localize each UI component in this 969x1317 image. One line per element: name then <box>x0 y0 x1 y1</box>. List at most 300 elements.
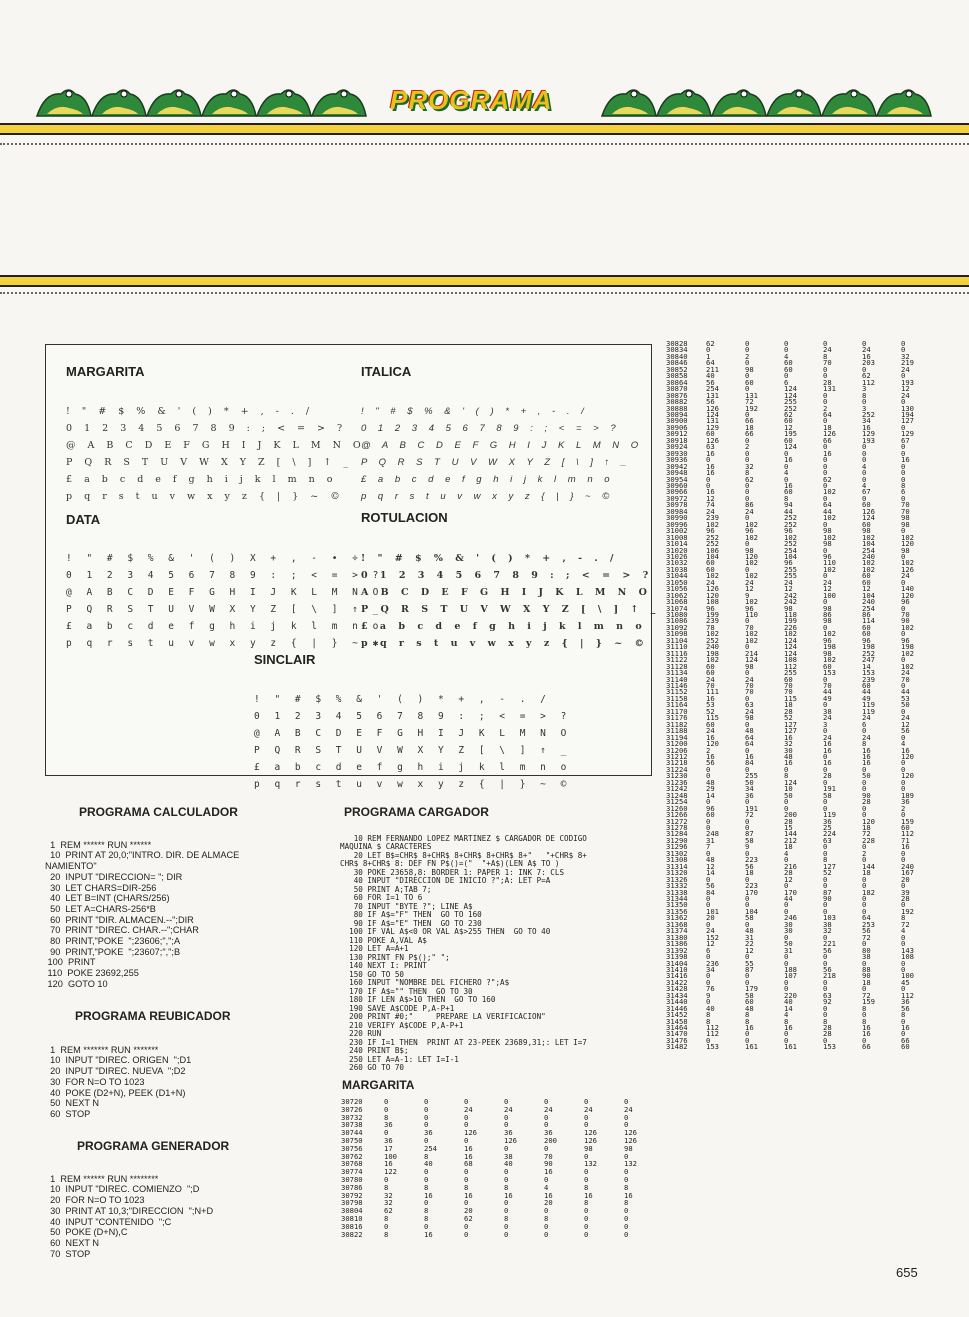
code-line: 1 REM ******* RUN ******* <box>45 1044 159 1055</box>
byte-cell: 254 <box>862 603 875 613</box>
address-cell: 31356 <box>666 906 688 916</box>
address-cell: 30846 <box>666 358 688 368</box>
byte-cell: 60 <box>901 1042 910 1052</box>
byte-cell: 214 <box>745 648 758 658</box>
byte-cell: 0 <box>901 681 906 691</box>
code-line: 100 PRINT <box>45 957 96 968</box>
byte-cell: 98 <box>745 661 754 671</box>
byte-cell: 0 <box>901 577 906 587</box>
byte-cell: 58 <box>745 835 754 845</box>
byte-cell: 193 <box>901 377 914 387</box>
byte-cell: 198 <box>823 642 836 652</box>
byte-cell: 120 <box>706 739 719 749</box>
code-line: CHR$ 8+CHR$ 8: DEF FN P$()=(" "+A$)(LEN A$ TO ) <box>340 859 560 868</box>
address-cell: 30876 <box>666 390 688 400</box>
code-line: 40 POKE (D2+N), PEEK (D1+N) <box>45 1087 186 1098</box>
byte-cell: 0 <box>624 1221 629 1231</box>
byte-cell: 24 <box>745 506 754 516</box>
byte-cell: 60 <box>706 558 715 568</box>
byte-cell: 191 <box>745 803 758 813</box>
byte-cell: 0 <box>745 616 750 626</box>
byte-cell: 0 <box>862 468 867 478</box>
byte-cell: 18 <box>784 700 793 710</box>
byte-cell: 102 <box>745 635 758 645</box>
byte-cell: 0 <box>823 397 828 407</box>
byte-cell: 0 <box>862 803 867 813</box>
address-cell: 30864 <box>666 377 688 387</box>
byte-cell: 102 <box>901 661 914 671</box>
byte-cell: 15 <box>784 822 793 832</box>
address-cell: 31026 <box>666 551 688 561</box>
byte-cell: 106 <box>706 545 719 555</box>
byte-cell: 0 <box>584 1213 589 1223</box>
byte-cell: 96 <box>706 803 715 813</box>
byte-cell: 0 <box>544 1097 549 1106</box>
byte-cell: 126 <box>584 1128 597 1138</box>
byte-cell: 111 <box>706 687 719 697</box>
byte-cell: 3 <box>862 403 867 413</box>
byte-cell: 28 <box>901 893 910 903</box>
byte-cell: 56 <box>745 861 754 871</box>
byte-cell: 16 <box>544 1167 553 1177</box>
byte-cell: 30 <box>784 745 793 755</box>
listing-cargador <box>340 826 658 1073</box>
byte-cell: 0 <box>784 339 789 348</box>
byte-cell: 0 <box>901 397 906 407</box>
byte-cell: 0 <box>624 1097 629 1106</box>
byte-cell: 120 <box>706 590 719 600</box>
byte-cell: 18 <box>745 868 754 878</box>
byte-cell: 3 <box>862 384 867 394</box>
byte-cell: 67 <box>862 487 871 497</box>
address-cell: 31098 <box>666 629 688 639</box>
byte-cell: 252 <box>706 635 719 645</box>
byte-cell: 0 <box>862 339 867 348</box>
byte-cell: 60 <box>706 719 715 729</box>
byte-cell: 0 <box>901 1029 906 1039</box>
byte-cell: 255 <box>784 397 797 407</box>
byte-cell: 96 <box>823 635 832 645</box>
byte-cell: 0 <box>901 810 906 820</box>
byte-cell: 0 <box>464 1167 469 1177</box>
byte-cell: 9 <box>745 590 750 600</box>
address-cell: 31380 <box>666 932 688 942</box>
byte-cell: 0 <box>901 474 906 484</box>
byte-cell: 20 <box>544 1198 553 1208</box>
byte-cell: 0 <box>745 455 750 465</box>
listing-generador <box>45 1163 315 1259</box>
byte-cell: 98 <box>624 1143 633 1153</box>
address-cell: 30732 <box>341 1112 363 1122</box>
byte-cell: 228 <box>862 835 875 845</box>
byte-cell: 72 <box>745 810 754 820</box>
address-cell: 31140 <box>666 674 688 684</box>
byte-cell: 30 <box>784 919 793 929</box>
charset-row: @ A B C D E F G H I J K L M N O <box>254 728 571 739</box>
byte-cell: 2 <box>823 403 828 413</box>
byte-cell: 144 <box>862 861 875 871</box>
byte-cell: 254 <box>424 1143 437 1153</box>
address-cell: 30960 <box>666 480 688 490</box>
charset-row: ! " # $ % & ' ( ) * + , - . / <box>361 553 618 564</box>
byte-cell: 0 <box>823 906 828 916</box>
byte-cell: 119 <box>823 810 836 820</box>
byte-cell: 8 <box>901 1010 906 1020</box>
code-line: NAMIENTO" <box>45 861 97 872</box>
code-line: 20 INPUT "DIRECCION= "; DIR <box>45 871 183 882</box>
address-cell: 31134 <box>666 668 688 678</box>
byte-cell: 24 <box>544 1104 553 1114</box>
address-cell: 31272 <box>666 816 688 826</box>
address-cell: 30768 <box>341 1159 363 1169</box>
byte-cell: 0 <box>424 1221 429 1231</box>
byte-cell: 0 <box>504 1221 509 1231</box>
byte-cell: 131 <box>745 390 758 400</box>
byte-cell: 66 <box>823 435 832 445</box>
byte-cell: 152 <box>706 932 719 942</box>
address-cell: 31362 <box>666 913 688 923</box>
byte-cell: 0 <box>384 1221 389 1231</box>
byte-cell: 98 <box>823 603 832 613</box>
byte-cell: 0 <box>745 358 750 368</box>
byte-cell: 112 <box>862 377 875 387</box>
charset-row: p q r s t u v w x y z { | } ~ © <box>254 779 571 790</box>
byte-cell: 12 <box>745 945 754 955</box>
byte-cell: 8 <box>901 480 906 490</box>
byte-cell: 112 <box>784 661 797 671</box>
byte-cell: 0 <box>706 997 711 1007</box>
byte-cell: 102 <box>823 564 836 574</box>
byte-cell: 4 <box>862 461 867 471</box>
code-line: 70 PRINT "DIREC. CHAR.--";CHAR <box>45 925 199 936</box>
address-cell: 31416 <box>666 971 688 981</box>
byte-cell: 16 <box>706 448 715 458</box>
byte-cell: 8 <box>384 1112 389 1122</box>
byte-cell: 104 <box>862 590 875 600</box>
byte-cell: 98 <box>823 526 832 536</box>
address-cell: 30894 <box>666 409 688 419</box>
byte-cell: 8 <box>464 1182 469 1192</box>
byte-cell: 115 <box>784 693 797 703</box>
byte-cell: 0 <box>901 784 906 794</box>
byte-cell: 0 <box>901 526 906 536</box>
address-cell: 31164 <box>666 700 688 710</box>
byte-cell: 127 <box>823 861 836 871</box>
byte-cell: 8 <box>424 1182 429 1192</box>
byte-cell: 0 <box>745 435 750 445</box>
byte-cell: 0 <box>624 1167 629 1177</box>
byte-cell: 153 <box>706 1042 719 1052</box>
byte-cell: 0 <box>862 364 867 374</box>
byte-cell: 253 <box>862 919 875 929</box>
byte-cell: 60 <box>784 416 793 426</box>
byte-cell: 0 <box>384 1097 389 1106</box>
address-cell: 31422 <box>666 977 688 987</box>
byte-cell: 0 <box>823 468 828 478</box>
byte-cell: 0 <box>424 1112 429 1122</box>
byte-cell: 132 <box>624 1159 637 1169</box>
byte-cell: 0 <box>584 1112 589 1122</box>
byte-cell: 4 <box>901 739 906 749</box>
byte-cell: 0 <box>823 442 828 452</box>
byte-cell: 8 <box>384 1229 389 1239</box>
byte-cell: 191 <box>823 784 836 794</box>
code-line: 20 LET B$=CHR$ 8+CHR$ 8+CHR$ 8+CHR$ 8+" "+CHR$ 8+ <box>340 850 587 860</box>
byte-cell: 70 <box>901 506 910 516</box>
byte-cell: 0 <box>784 474 789 484</box>
byte-cell: 56 <box>901 726 910 736</box>
byte-cell: 0 <box>862 474 867 484</box>
address-cell: 31212 <box>666 752 688 761</box>
byte-cell: 211 <box>706 364 719 374</box>
byte-cell: 16 <box>424 1229 433 1239</box>
byte-cell: 0 <box>784 855 789 865</box>
byte-cell: 8 <box>745 1016 750 1026</box>
byte-cell: 96 <box>862 635 871 645</box>
address-cell: 30822 <box>341 1229 363 1239</box>
byte-cell: 0 <box>624 1213 629 1223</box>
address-cell: 30972 <box>666 493 688 503</box>
byte-cell: 100 <box>901 971 914 981</box>
byte-cell: 110 <box>823 558 836 568</box>
byte-cell: 0 <box>862 455 867 465</box>
byte-cell: 102 <box>745 532 758 542</box>
byte-cell: 0 <box>862 777 867 787</box>
byte-cell: 126 <box>706 403 719 413</box>
byte-cell: 0 <box>706 874 711 884</box>
byte-cell: 0 <box>384 1104 389 1114</box>
address-cell: 31068 <box>666 597 688 607</box>
byte-cell: 60 <box>862 629 871 639</box>
byte-cell: 0 <box>464 1135 469 1145</box>
charset-row: ! " # $ % & ' ( ) X + , - • ÷ <box>66 553 363 564</box>
byte-cell: 102 <box>823 532 836 542</box>
byte-cell: 16 <box>784 732 793 742</box>
byte-cell: 9 <box>706 990 711 1000</box>
byte-cell: 0 <box>424 1120 429 1130</box>
byte-cell: 0 <box>862 900 867 910</box>
byte-cell: 8 <box>424 1151 429 1161</box>
byte-cell: 198 <box>706 648 719 658</box>
byte-cell: 0 <box>823 842 828 852</box>
byte-cell: 8 <box>862 739 867 749</box>
byte-cell: 126 <box>624 1135 637 1145</box>
address-cell: 30858 <box>666 371 688 381</box>
byte-cell: 70 <box>784 681 793 691</box>
byte-cell: 0 <box>784 977 789 987</box>
byte-cell: 0 <box>784 952 789 962</box>
charset-row: P Q R S T U V W X Y Z [ \ ] ↑ _ <box>361 457 631 468</box>
byte-cell: 16 <box>745 752 754 761</box>
byte-cell: 44 <box>823 506 832 516</box>
byte-cell: 255 <box>745 771 758 781</box>
address-cell: 31122 <box>666 655 688 665</box>
byte-cell: 16 <box>706 468 715 478</box>
byte-cell: 63 <box>745 700 754 710</box>
byte-cell: 38 <box>823 919 832 929</box>
byte-cell: 124 <box>784 642 797 652</box>
address-cell: 31146 <box>666 681 688 691</box>
byte-cell: 0 <box>862 881 867 891</box>
byte-cell: 28 <box>823 1029 832 1039</box>
byte-cell: 96 <box>745 526 754 536</box>
byte-cell: 104 <box>745 906 758 916</box>
code-line: 180 IF LEN A$>10 THEN GO TO 160 <box>340 995 496 1004</box>
byte-cell: 28 <box>784 816 793 826</box>
byte-cell: 0 <box>784 461 789 471</box>
byte-cell: 87 <box>745 829 754 839</box>
byte-cell: 0 <box>901 345 906 355</box>
address-cell: 30792 <box>341 1190 363 1200</box>
byte-cell: 16 <box>544 1190 553 1200</box>
byte-cell: 44 <box>784 893 793 903</box>
byte-cell: 127 <box>784 726 797 736</box>
byte-cell: 38 <box>823 706 832 716</box>
byte-cell: 70 <box>706 681 715 691</box>
byte-cell: 254 <box>784 545 797 555</box>
byte-cell: 0 <box>624 1229 629 1239</box>
byte-cell: 242 <box>784 590 797 600</box>
byte-cell: 20 <box>706 913 715 923</box>
byte-cell: 4 <box>862 480 867 490</box>
byte-cell: 188 <box>784 964 797 974</box>
charset-row: 0 1 2 3 4 5 6 7 8 9 : ; < = > ? <box>361 570 653 581</box>
byte-cell: 126 <box>624 1128 637 1138</box>
byte-cell: 96 <box>706 603 715 613</box>
address-cell: 30954 <box>666 474 688 484</box>
section-title-generador: PROGRAMA GENERADOR <box>77 1139 230 1153</box>
byte-cell: 212 <box>784 835 797 845</box>
byte-cell: 94 <box>784 500 793 510</box>
byte-cell: 0 <box>901 758 906 768</box>
byte-cell: 28 <box>823 377 832 387</box>
byte-cell: 226 <box>784 622 797 632</box>
byte-cell: 203 <box>862 358 875 368</box>
byte-cell: 199 <box>784 616 797 626</box>
byte-cell: 34 <box>706 964 715 974</box>
byte-cell: 0 <box>745 409 750 419</box>
byte-cell: 0 <box>823 700 828 710</box>
byte-cell: 96 <box>745 603 754 613</box>
byte-cell: 0 <box>901 939 906 949</box>
byte-cell: 98 <box>784 603 793 613</box>
byte-cell: 18 <box>862 822 871 832</box>
byte-cell: 24 <box>745 674 754 684</box>
byte-cell: 110 <box>745 610 758 620</box>
byte-cell: 114 <box>862 616 875 626</box>
byte-cell: 0 <box>745 384 750 394</box>
byte-cell: 24 <box>706 726 715 736</box>
byte-cell: 24 <box>901 713 910 723</box>
byte-cell: 16 <box>745 1023 754 1033</box>
address-cell: 31038 <box>666 564 688 574</box>
byte-cell: 84 <box>706 887 715 897</box>
address-cell: 31104 <box>666 635 688 645</box>
byte-cell: 0 <box>745 797 750 807</box>
byte-cell: 60 <box>706 429 715 439</box>
byte-cell: 8 <box>784 771 789 781</box>
byte-cell: 14 <box>784 1003 793 1013</box>
byte-cell: 64 <box>745 732 754 742</box>
address-cell: 31056 <box>666 584 688 594</box>
address-cell: 30798 <box>341 1198 363 1208</box>
byte-cell: 0 <box>544 1112 549 1122</box>
byte-cell: 0 <box>784 797 789 807</box>
byte-cell: 16 <box>706 461 715 471</box>
address-cell: 31050 <box>666 577 688 587</box>
byte-cell: 0 <box>784 984 789 994</box>
address-cell: 30840 <box>666 351 688 361</box>
frog-icon <box>877 90 931 116</box>
code-line: 10 INPUT "DIREC. COMIENZO ";D <box>45 1184 200 1195</box>
byte-cell: 6 <box>901 487 906 497</box>
byte-cell: 4 <box>784 468 789 478</box>
byte-cell: 98 <box>823 539 832 549</box>
byte-cell: 102 <box>706 571 719 581</box>
section-title-reubicador: PROGRAMA REUBICADOR <box>75 1009 231 1023</box>
code-line: 50 PRINT A;TAB 7; <box>340 884 432 894</box>
charset-rotulacion <box>361 533 660 652</box>
byte-cell: 50 <box>784 939 793 949</box>
byte-cell: 38 <box>504 1151 513 1161</box>
byte-cell: 240 <box>706 642 719 652</box>
address-cell: 31296 <box>666 842 688 852</box>
byte-cell: 236 <box>706 958 719 968</box>
byte-cell: 44 <box>784 506 793 516</box>
byte-cell: 18 <box>784 842 793 852</box>
byte-cell: 62 <box>706 339 715 348</box>
byte-cell: 0 <box>823 339 828 348</box>
byte-cell: 24 <box>706 926 715 936</box>
charset-row: A B C D E F G H I J K L M N O <box>361 587 652 598</box>
byte-cell: 16 <box>901 842 910 852</box>
byte-cell: 0 <box>745 668 750 678</box>
address-cell: 31218 <box>666 758 688 768</box>
byte-cell: 60 <box>784 674 793 684</box>
byte-cell: 0 <box>745 339 750 348</box>
byte-cell: 90 <box>901 616 910 626</box>
byte-cell: 0 <box>823 493 828 503</box>
address-cell: 31284 <box>666 829 688 839</box>
byte-cell: 130 <box>901 403 914 413</box>
byte-cell: 0 <box>745 448 750 458</box>
byte-cell: 12 <box>745 584 754 594</box>
byte-cell: 70 <box>745 681 754 691</box>
charset-row: P Q R S T U V W X Y Z [ \ ] ↑ _ <box>254 745 571 756</box>
charset-data-table <box>666 341 931 1051</box>
byte-cell: 2 <box>745 442 750 452</box>
byte-cell: 0 <box>862 810 867 820</box>
byte-cell: 14 <box>862 661 871 671</box>
byte-cell: 255 <box>784 571 797 581</box>
charset-title-data: DATA <box>66 512 101 527</box>
byte-cell: 14 <box>706 790 715 800</box>
address-cell: 31200 <box>666 739 688 749</box>
byte-cell: 4 <box>784 351 789 361</box>
byte-cell: 24 <box>624 1104 633 1114</box>
byte-cell: 40 <box>504 1159 513 1169</box>
divider-rule-dotted <box>0 292 969 294</box>
byte-cell: 0 <box>823 622 828 632</box>
byte-cell: 16 <box>901 455 910 465</box>
byte-cell: 252 <box>862 648 875 658</box>
byte-cell: 216 <box>784 861 797 871</box>
byte-cell: 34 <box>862 416 871 426</box>
byte-cell: 8 <box>424 1206 429 1216</box>
byte-cell: 60 <box>784 487 793 497</box>
byte-cell: 119 <box>862 700 875 710</box>
frog-icon <box>602 90 656 116</box>
